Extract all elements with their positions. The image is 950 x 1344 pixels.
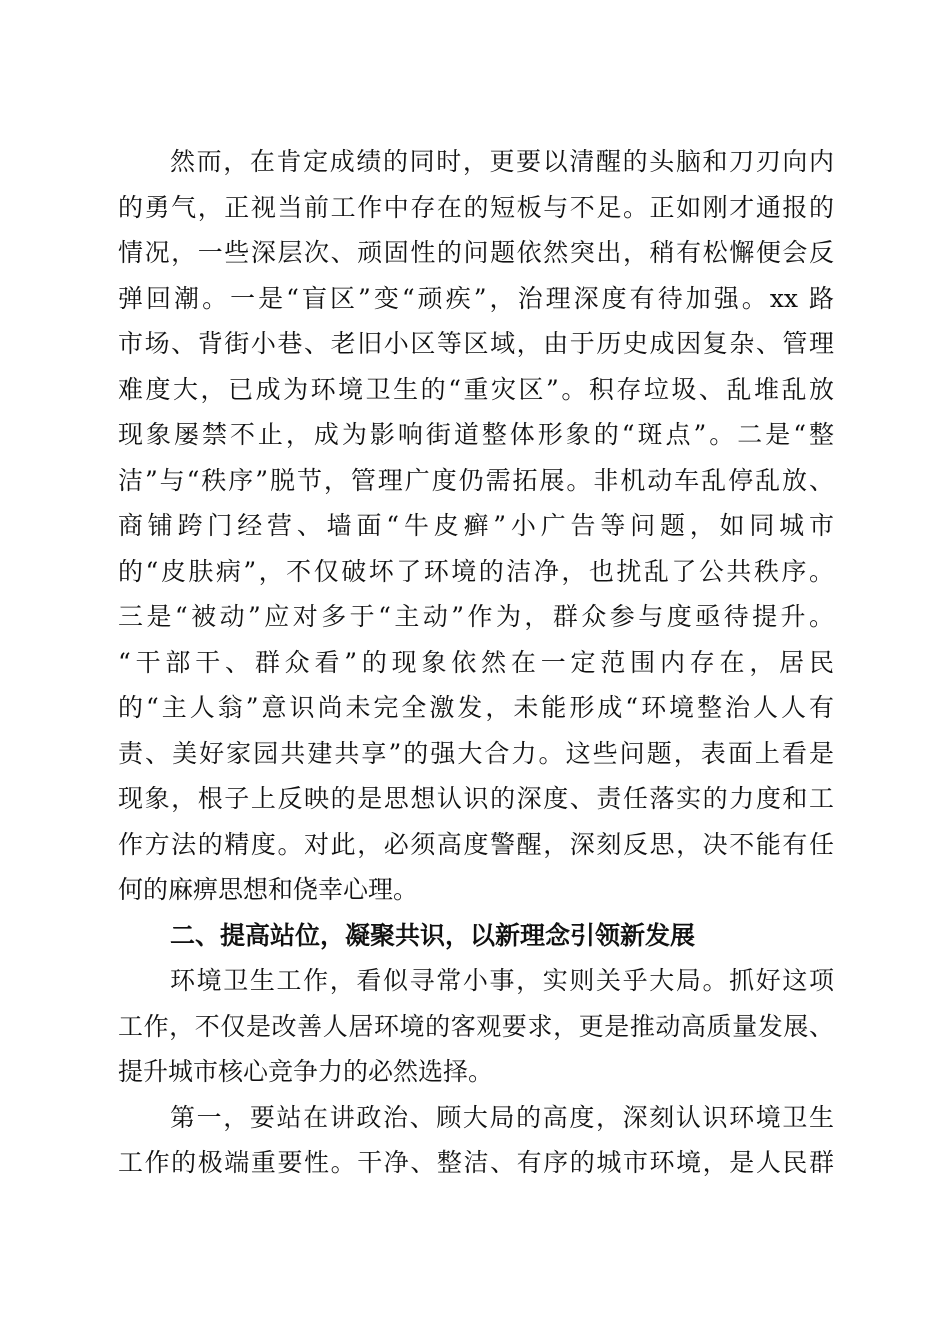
paragraph-line: 提升城市核心竞争力的必然选择。 — [118, 1057, 494, 1086]
paragraph-line: 情况，一些深层次、顽固性的问题依然突出，稍有松懈便会反 — [118, 238, 834, 267]
section-heading: 二、提高站位，凝聚共识，以新理念引领新发展 — [170, 921, 696, 950]
paragraph-line: 工作的极端重要性。干净、整洁、有序的城市环境，是人民群 — [118, 1148, 834, 1177]
paragraph-line: 然而，在肯定成绩的同时，更要以清醒的头脑和刀刃向内 — [170, 147, 834, 176]
paragraph-line: 第一，要站在讲政治、顾大局的高度，深刻认识环境卫生 — [170, 1103, 834, 1132]
paragraph-line: “干部干、群众看”的现象依然在一定范围内存在，居民 — [118, 648, 834, 677]
paragraph-line: 洁”与“秩序”脱节，管理广度仍需拓展。非机动车乱停乱放、 — [118, 466, 834, 495]
paragraph-line: 责、美好家园共建共享”的强大合力。这些问题，表面上看是 — [118, 739, 834, 768]
paragraph-line: 的“皮肤病”，不仅破坏了环境的洁净，也扰乱了公共秩序。 — [118, 557, 834, 586]
paragraph-line: 三是“被动”应对多于“主动”作为，群众参与度亟待提升。 — [118, 602, 834, 631]
paragraph-line: 商铺跨门经营、墙面“牛皮癣”小广告等问题，如同城市 — [118, 511, 834, 540]
paragraph-line: 现象，根子上反映的是思想认识的深度、责任落实的力度和工 — [118, 784, 834, 813]
paragraph-line: 作方法的精度。对此，必须高度警醒，深刻反思，决不能有任 — [118, 830, 834, 859]
paragraph-line: 现象屡禁不止，成为影响街道整体形象的“斑点”。二是“整 — [118, 420, 834, 449]
paragraph-line: 难度大，已成为环境卫生的“重灾区”。积存垃圾、乱堆乱放 — [118, 375, 834, 404]
paragraph-line: 市场、背街小巷、老旧小区等区域，由于历史成因复杂、管理 — [118, 329, 834, 358]
paragraph-line: 弹回潮。一是“盲区”变“顽疾”，治理深度有待加强。xx 路 — [118, 284, 834, 313]
paragraph-line: 环境卫生工作，看似寻常小事，实则关乎大局。抓好这项 — [170, 966, 834, 995]
paragraph-line: 的“主人翁”意识尚未完全激发，未能形成“环境整治人人有 — [118, 693, 834, 722]
paragraph-line: 何的麻痹思想和侥幸心理。 — [118, 875, 419, 904]
paragraph-line: 工作，不仅是改善人居环境的客观要求，更是推动高质量发展、 — [118, 1012, 834, 1041]
paragraph-line: 的勇气，正视当前工作中存在的短板与不足。正如刚才通报的 — [118, 193, 834, 222]
